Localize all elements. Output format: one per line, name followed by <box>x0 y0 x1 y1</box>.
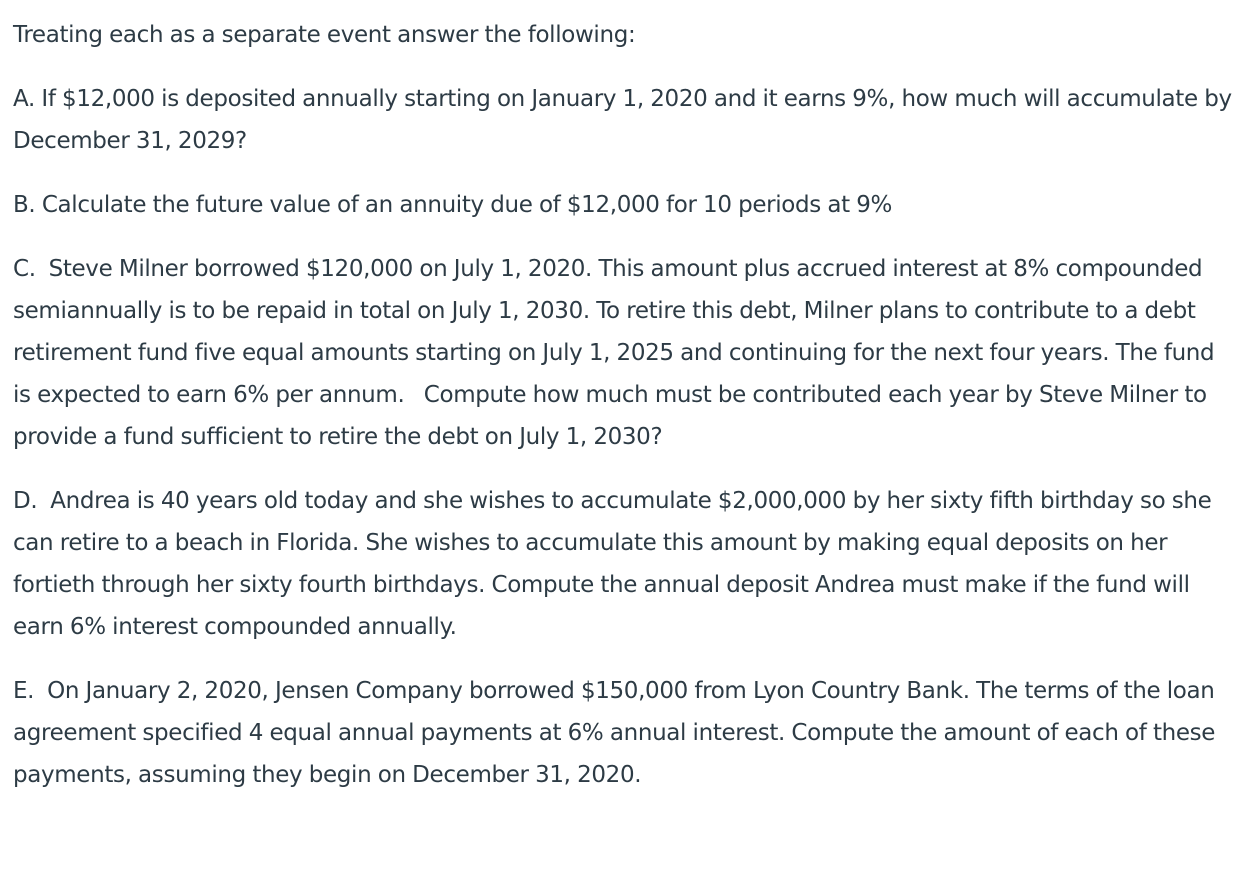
question-c: C. Steve Milner borrowed $120,000 on July 1, 2020. This amount plus accrued interest at 8% compounded semiannually is to be repaid in total on July 1, 2030. To retire this debt, Milner plans to contribute to a debt retirement fund five equal amounts starting on July 1, 2025 and continuing for the next four years. The fund is expected to earn 6% per annum. Compute how much must be contributed each year by Steve Milner to provide a fund sufficient to retire the debt on July 1, 2030? <box>13 256 1221 450</box>
question-a: A. If $12,000 is deposited annually starting on January 1, 2020 and it earns 9%, how much will accumulate by December 31, 2029? <box>13 86 1239 154</box>
question-b: B. Calculate the future value of an annuity due of $12,000 for 10 periods at 9% <box>13 192 892 218</box>
intro-text: Treating each as a separate event answer the following: <box>13 22 636 48</box>
question-d: D. Andrea is 40 years old today and she wishes to accumulate $2,000,000 by her sixty fifth birthday so she can retire to a beach in Florida. She wishes to accumulate this amount by making equal deposits on her fortieth through her sixty fourth birthdays. Compute the annual deposit Andrea must make if the fund will earn 6% interest compounded annually. <box>13 488 1218 640</box>
question-document <box>13 14 1239 818</box>
question-e: E. On January 2, 2020, Jensen Company borrowed $150,000 from Lyon Country Bank. The terms of the loan agreement specified 4 equal annual payments at 6% annual interest. Compute the amount of each of these payments, assuming they begin on December 31, 2020. <box>13 678 1222 788</box>
